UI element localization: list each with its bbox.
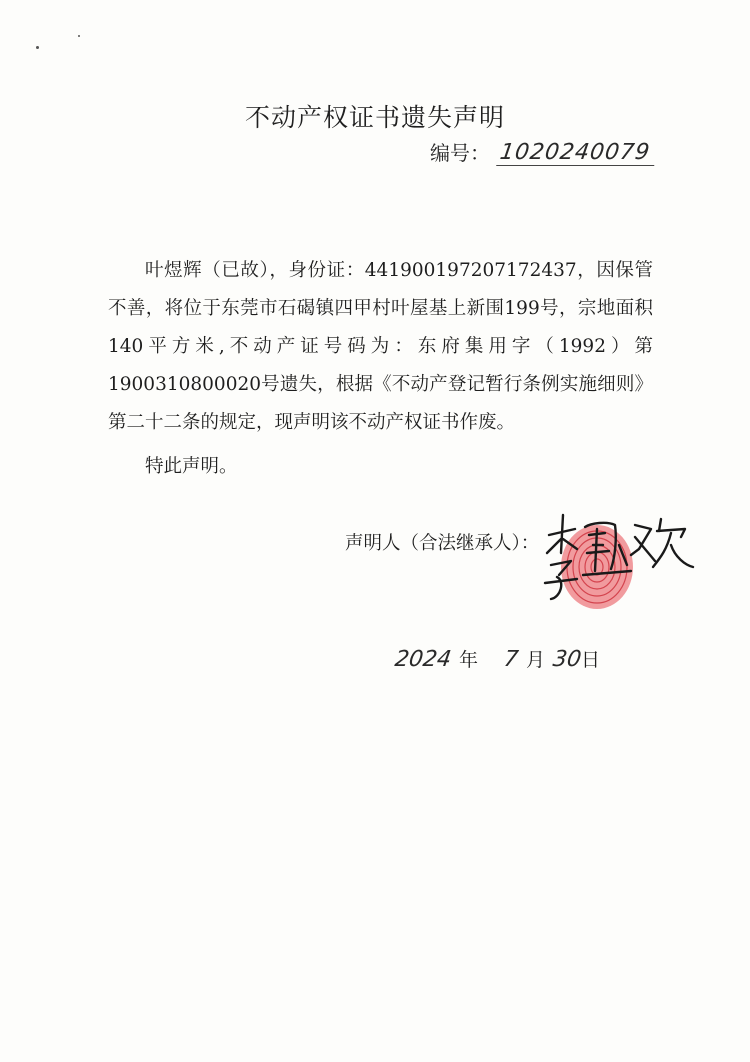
statement-body: 叶煜辉（已故），身份证：441900197207172437，因保管不善，将位于东莞市石碣镇四甲村叶屋基上新围199号，宗地面积140平方米,不动产证号码为：东府集用字（1992）第1900310800020号遗失，根据《不动产登记暂行条例实施细则》第二十二条的规定，现声明该不动产权证书作废。 [108, 260, 653, 433]
date-month: 7 [502, 647, 520, 672]
date-day: 30 [551, 647, 583, 672]
serial-number [430, 137, 656, 166]
scan-speck [36, 46, 39, 49]
date-year: 2024 [393, 647, 453, 672]
serial-label: 编号： [430, 141, 490, 165]
closing-line: 特此声明。 [145, 456, 238, 477]
scan-speck [78, 35, 80, 37]
serial-value: 1020240079 [496, 140, 658, 166]
signing-date [395, 645, 600, 672]
declarant-label: 声明人（合法继承人）： [345, 533, 540, 554]
date-year-unit: 年 [459, 649, 479, 671]
date-month-unit: 月 [526, 649, 546, 671]
document-title: 不动产权证书遗失声明 [244, 103, 505, 132]
date-day-unit: 日 [581, 649, 601, 671]
signature [535, 505, 705, 615]
